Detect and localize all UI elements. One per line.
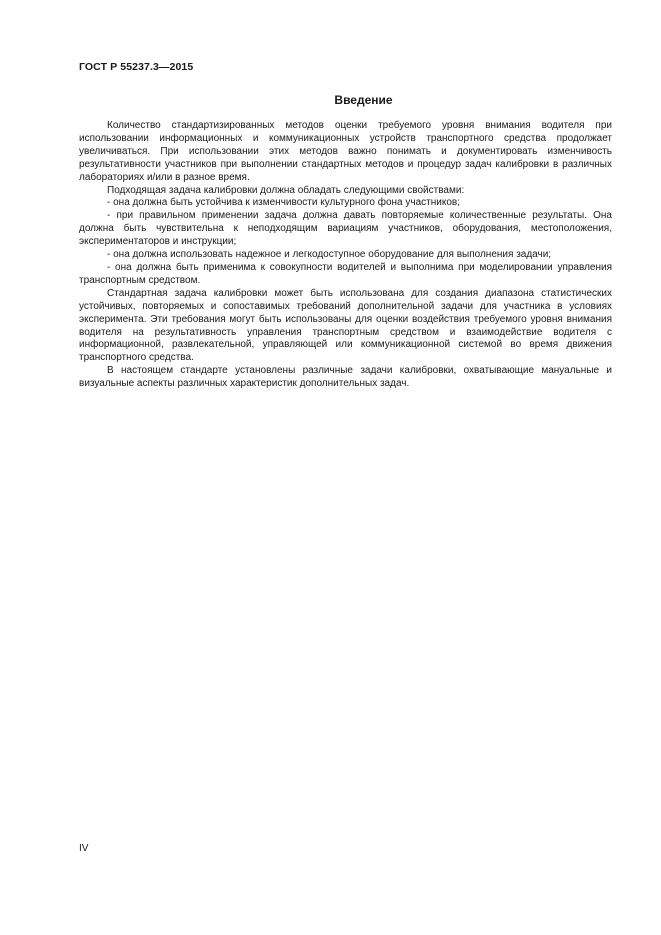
paragraph: В настоящем стандарте установлены различные задачи калибровки, охватывающие мануальные и визуальные аспекты различных характеристик дополнительных задач. xyxy=(79,365,612,390)
paragraph: Стандартная задача калибровки может быть использована для создания диапазона статистических устойчивых, повторяемых и сопоставимых требований дополнительной задачи для участника в условиях эксперимента. Эти требования могут быть использованы для оценки воздействия требуемого уровня внимания водителя на результативность управления транспортным средством и взаимодействие водителя с информационной, развлекательной, управляющей или коммуникационной системой во время движения транспортного средства. xyxy=(79,287,612,364)
paragraph: Количество стандартизированных методов оценки требуемого уровня внимания водителя при использовании информационных и коммуникационных устройств транспортного средства продолжает увеличиваться. При использовании этих методов важно понимать и документировать изменчивость результативности участников при выполнении стандартных методов и процедур задач калибровки в различных лабораториях и/или в разное время. xyxy=(79,120,612,183)
paragraph: Подходящая задача калибровки должна обладать следующими свойствами: xyxy=(107,184,465,196)
list-item: - она должна использовать надежное и легкодоступное оборудование для выполнения задачи; xyxy=(107,249,552,261)
list-item: - при правильном применении задача должна давать повторяемые количественные результаты. Она должна быть чувствительна к неподходящим вариациям участников, оборудования, местоположения, экспериментаторов и инструкции; xyxy=(79,210,612,248)
introduction-body xyxy=(79,120,612,391)
document-designation: ГОСТ Р 55237.3—2015 xyxy=(79,61,194,73)
list-item: - она должна быть применима к совокупности водителей и выполнима при моделировании управления транспортным средством. xyxy=(79,261,612,286)
page-number: IV xyxy=(79,843,89,854)
list-item: - она должна быть устойчива к изменчивости культурного фона участников; xyxy=(107,197,460,209)
section-title: Введение xyxy=(334,93,393,107)
